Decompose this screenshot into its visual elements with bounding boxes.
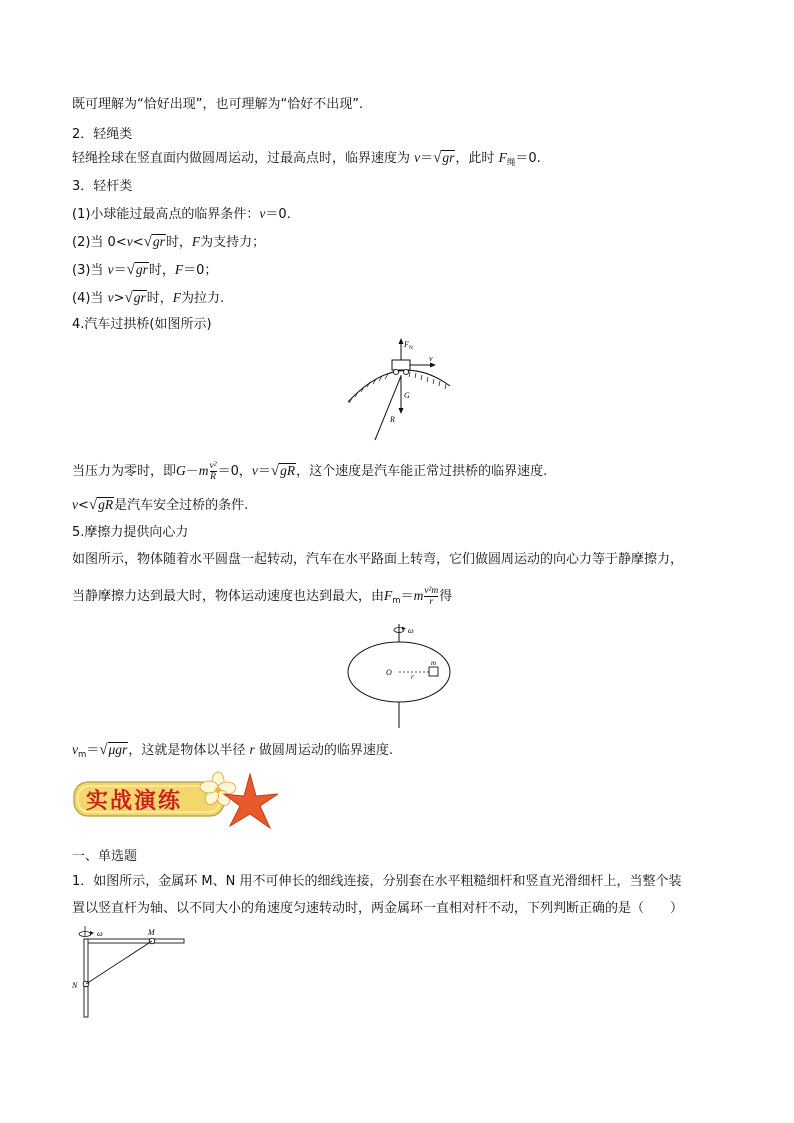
radicand: gr bbox=[135, 262, 148, 277]
numerator: v² bbox=[209, 461, 217, 471]
practice-badge bbox=[72, 768, 282, 832]
text: 为支持力； bbox=[200, 235, 266, 250]
var-v: v bbox=[259, 206, 266, 221]
eq: ＝ bbox=[113, 263, 127, 278]
arrow-head bbox=[430, 363, 436, 368]
var-r: r bbox=[249, 742, 255, 757]
badge-text: 实战演练 bbox=[86, 789, 183, 814]
section-5-text-1: 如图所示，物体随着水平圆盘一起转动，汽车在水平路面上转弯，它们做圆周运动的向心力等于静摩擦力， bbox=[72, 552, 684, 567]
text: 时， bbox=[146, 291, 173, 306]
intro-line: 既可理解为“恰好出现”，也可理解为“恰好不出现”. bbox=[72, 97, 364, 112]
question-1-line-1: 1．如图所示，金属环 M、N 用不可伸长的细线连接，分别套在水平粗糙细杆和竖直光滑细杆上，当整个装 bbox=[72, 874, 682, 889]
var-m: m bbox=[198, 463, 209, 478]
arrow-head bbox=[90, 931, 94, 935]
label-FN: $F_N$ bbox=[404, 340, 413, 351]
fraction-v2-R bbox=[210, 461, 217, 482]
var-v: v bbox=[251, 463, 258, 478]
section-3-item-2 bbox=[72, 233, 265, 252]
var-m: m bbox=[413, 588, 424, 603]
text: ，这就是物体以半径 bbox=[128, 743, 246, 758]
denominator: R bbox=[210, 472, 216, 482]
label-G: G bbox=[404, 391, 410, 400]
text: ＝0. bbox=[515, 151, 541, 166]
sqrt-icon: √ bbox=[433, 150, 442, 166]
label-omega: ω bbox=[97, 929, 103, 938]
label-M: M bbox=[148, 928, 155, 937]
var-v: v bbox=[107, 262, 114, 277]
sqrt-icon: √ bbox=[270, 463, 280, 479]
bridge-hatching bbox=[349, 372, 446, 403]
lt: < bbox=[78, 498, 89, 513]
eq: ＝ bbox=[420, 151, 434, 166]
text: 轻绳拴球在竖直面内做圆周运动，过最高点时，临界速度为 bbox=[72, 151, 411, 166]
section-title: 一、单选题 bbox=[72, 849, 138, 864]
section-4-text bbox=[72, 461, 547, 482]
label-omega: ω bbox=[408, 626, 414, 635]
section-3-item-4 bbox=[72, 289, 224, 308]
eq: ＝ bbox=[400, 589, 414, 604]
section-4-condition bbox=[72, 496, 248, 515]
var-v: v bbox=[107, 290, 114, 305]
section-5-result bbox=[72, 741, 393, 764]
lt: < bbox=[132, 235, 144, 250]
radius-line bbox=[375, 376, 401, 440]
radicand: μgr bbox=[108, 742, 128, 757]
text: 得 bbox=[439, 589, 453, 604]
var-F: F bbox=[174, 262, 184, 277]
label-v: v bbox=[429, 354, 433, 363]
eq: ＝ bbox=[257, 464, 271, 479]
var-v: v bbox=[72, 497, 78, 512]
text: (4)当 bbox=[72, 291, 104, 306]
fraction-vm2-r bbox=[424, 586, 438, 607]
label-r: r bbox=[411, 673, 414, 681]
var-F: F bbox=[498, 150, 507, 165]
text: 当静摩擦力达到最大时，物体运动速度也达到最大，由 bbox=[72, 589, 385, 604]
car-body bbox=[392, 360, 410, 370]
radicand: gr bbox=[442, 150, 455, 165]
sqrt-icon: √ bbox=[88, 497, 98, 513]
block bbox=[429, 667, 438, 676]
text: ＝0； bbox=[183, 263, 218, 278]
radicand: gR bbox=[98, 497, 114, 512]
sqrt-icon: √ bbox=[126, 262, 135, 278]
turntable-diagram bbox=[340, 622, 460, 732]
bridge-arc bbox=[348, 370, 450, 402]
var-v: v bbox=[126, 234, 133, 249]
subscript: m bbox=[392, 596, 401, 606]
arrow-head bbox=[399, 338, 404, 344]
subscript: 绳 bbox=[506, 158, 516, 168]
text: ，这个速度是汽车能正常过拱桥的临界速度. bbox=[296, 464, 548, 479]
radicand: gr bbox=[152, 234, 165, 249]
car-wheel bbox=[393, 369, 398, 374]
var-v: v bbox=[72, 742, 78, 757]
section-2-text bbox=[72, 149, 541, 172]
section-3-heading: 3．轻杆类 bbox=[72, 179, 133, 194]
text: 时， bbox=[148, 263, 175, 278]
text: 为拉力. bbox=[180, 291, 225, 306]
label-R: R bbox=[390, 415, 395, 424]
var-F: F bbox=[384, 588, 393, 603]
denominator: r bbox=[424, 596, 438, 607]
sqrt-icon: √ bbox=[99, 742, 108, 758]
section-3-item-3 bbox=[72, 261, 217, 280]
eq: ＝ bbox=[86, 743, 100, 758]
starfish-icon bbox=[224, 774, 278, 828]
gt: > bbox=[113, 291, 125, 306]
bridge-diagram bbox=[340, 334, 460, 444]
rings-diagram bbox=[66, 924, 196, 1024]
string bbox=[86, 941, 152, 984]
section-2-heading: 2．轻绳类 bbox=[72, 127, 133, 142]
car-wheel bbox=[403, 369, 408, 374]
sqrt-icon: √ bbox=[143, 234, 152, 250]
var-v: v bbox=[414, 150, 421, 165]
text: 是汽车安全过桥的条件. bbox=[114, 498, 249, 513]
label-N: N bbox=[72, 981, 78, 990]
text: ＝0. bbox=[265, 207, 291, 222]
radicand: gr bbox=[133, 290, 146, 305]
section-5-heading: 5.摩擦力提供向心力 bbox=[72, 525, 189, 540]
sqrt-icon: √ bbox=[124, 290, 133, 306]
minus: － bbox=[185, 464, 199, 479]
question-1-line-2: 置以竖直杆为轴、以不同大小的角速度匀速转动时，两金属环一直相对杆不动，下列判断正确的是（ ） bbox=[72, 901, 684, 916]
text: 时， bbox=[165, 235, 192, 250]
var-F: F bbox=[191, 234, 201, 249]
text: 做圆周运动的临界速度. bbox=[258, 743, 394, 758]
vertical-rod bbox=[84, 939, 88, 1017]
text: ＝0， bbox=[217, 464, 252, 479]
text: (3)当 bbox=[72, 263, 104, 278]
text: ，此时 bbox=[455, 151, 495, 166]
radicand: gR bbox=[280, 463, 296, 478]
var-F: F bbox=[172, 290, 181, 305]
section-4-heading: 4.汽车过拱桥(如图所示) bbox=[72, 317, 212, 332]
subscript: m bbox=[78, 750, 87, 760]
label-m: m bbox=[431, 659, 437, 667]
text: (1)小球能过最高点的临界条件： bbox=[72, 207, 260, 222]
arrow-head bbox=[399, 408, 404, 414]
text: 当压力为零时，即 bbox=[72, 464, 177, 479]
numerator: v²m bbox=[424, 586, 439, 596]
var-G: G bbox=[176, 463, 186, 478]
label-O: O bbox=[386, 668, 392, 677]
section-5-text-2 bbox=[72, 586, 452, 610]
text: (2)当 0< bbox=[72, 235, 127, 250]
section-3-item-1 bbox=[72, 205, 291, 224]
horizontal-rod bbox=[84, 939, 184, 943]
